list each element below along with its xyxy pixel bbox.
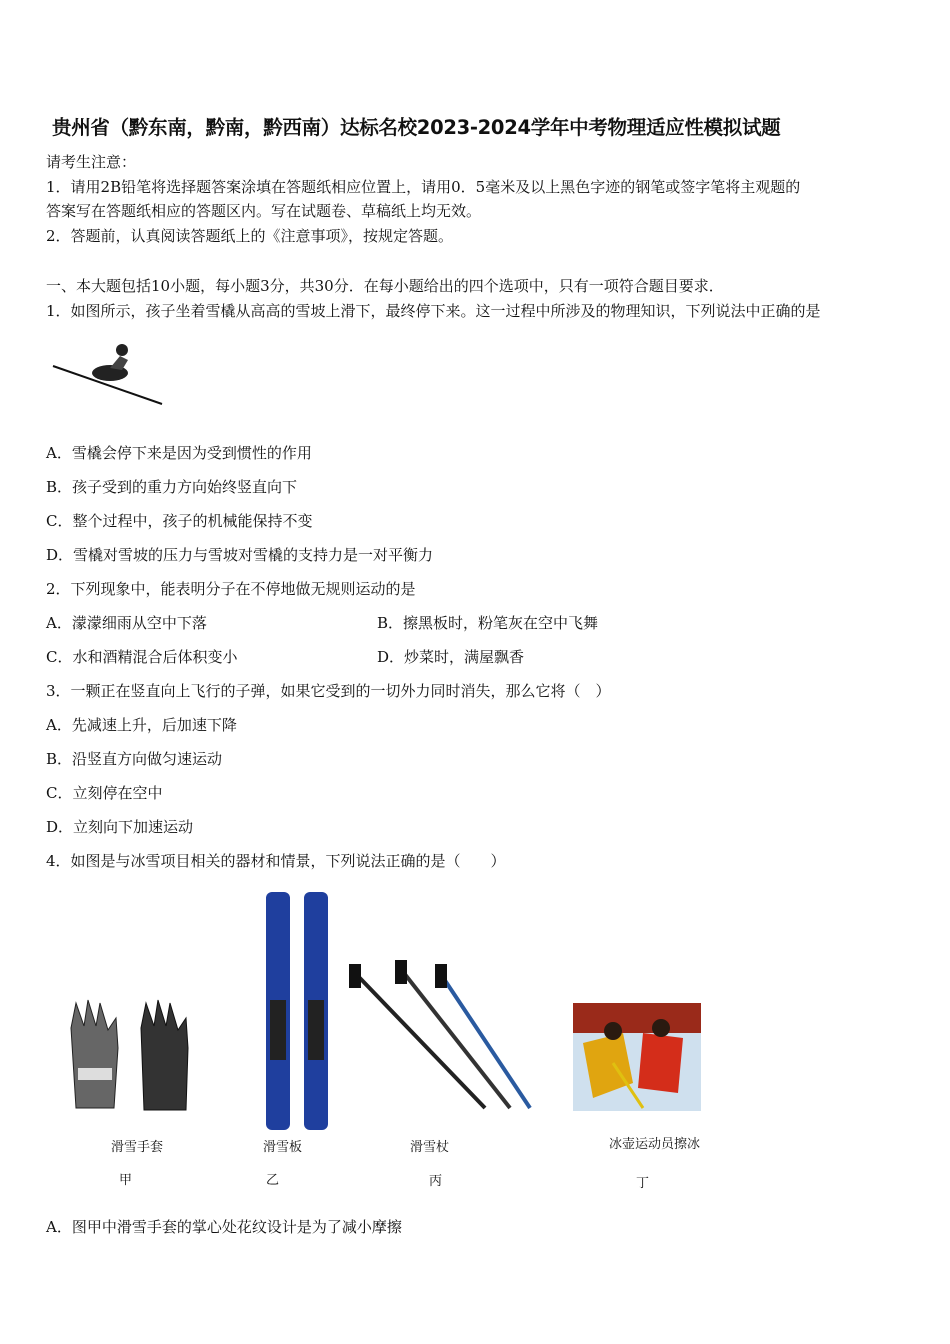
curling-photo [573, 1003, 701, 1111]
notice-line: 答案写在答题纸相应的答题区内。写在试题卷、草稿纸上均无效。 [46, 202, 482, 220]
q1-option-a: A．雪橇会停下来是因为受到惯性的作用 [46, 444, 312, 462]
caption-curling: 冰壶运动员擦冰 [609, 1137, 701, 1152]
caption-poles: 滑雪杖 [410, 1140, 450, 1155]
q2-option-d: D．炒菜时，满屋飘香 [377, 648, 525, 666]
q1-option-c: C．整个过程中，孩子的机械能保持不变 [46, 512, 313, 530]
q2-option-b: B．擦黑板时，粉笔灰在空中飞舞 [377, 614, 599, 632]
notice-line: 1．请用2B铅笔将选择题答案涂填在答题纸相应位置上，请用0．5毫米及以上黑色字迹的钢笔或签字笔将主观题的 [46, 178, 801, 196]
question-3-stem: 3．一颗正在竖直向上飞行的子弹，如果它受到的一切外力同时消失，那么它将（ ） [46, 682, 611, 700]
q3-option-a: A．先减速上升，后加速下降 [46, 716, 237, 734]
q2-option-a: A．濛濛细雨从空中下落 [46, 614, 207, 632]
caption-gloves: 滑雪手套 [111, 1140, 164, 1155]
ski-gloves-image [66, 998, 192, 1116]
page-title: 贵州省（黔东南，黔南，黔西南）达标名校2023-2024学年中考物理适应性模拟试题 [52, 116, 781, 139]
q1-option-d: D．雪橇对雪坡的压力与雪坡对雪橇的支持力是一对平衡力 [46, 546, 434, 564]
q4-option-a: A．图甲中滑雪手套的掌心处花纹设计是为了减小摩擦 [46, 1218, 402, 1236]
notice-heading: 请考生注意： [46, 153, 137, 171]
notice-line: 2．答题前，认真阅读答题纸上的《注意事项》，按规定答题。 [46, 227, 454, 245]
question-1-stem: 1．如图所示，孩子坐着雪橇从高高的雪坡上滑下，最终停下来。这一过程中所涉及的物理知识，下列说法中正确的是 [46, 302, 821, 320]
q3-option-d: D．立刻向下加速运动 [46, 818, 194, 836]
ski-poles-image [345, 958, 535, 1118]
caption-skis: 滑雪板 [263, 1140, 303, 1155]
question-4-stem: 4．如图是与冰雪项目相关的器材和情景，下列说法正确的是（ ） [46, 852, 506, 870]
q3-option-c: C．立刻停在空中 [46, 784, 163, 802]
q1-option-b: B．孩子受到的重力方向始终竖直向下 [46, 478, 298, 496]
sled-figure [50, 338, 165, 408]
question-2-stem: 2．下列现象中，能表明分子在不停地做无规则运动的是 [46, 580, 416, 598]
label-bing: 丙 [429, 1174, 443, 1189]
label-yi: 乙 [266, 1173, 280, 1188]
label-ding: 丁 [636, 1176, 650, 1191]
section-heading: 一、本大题包括10小题，每小题3分，共30分．在每小题给出的四个选项中，只有一项符合题目要求． [46, 277, 724, 295]
skis-image [262, 890, 332, 1135]
q2-option-c: C．水和酒精混合后体积变小 [46, 648, 238, 666]
q3-option-b: B．沿竖直方向做匀速运动 [46, 750, 223, 768]
label-jia: 甲 [119, 1173, 133, 1188]
